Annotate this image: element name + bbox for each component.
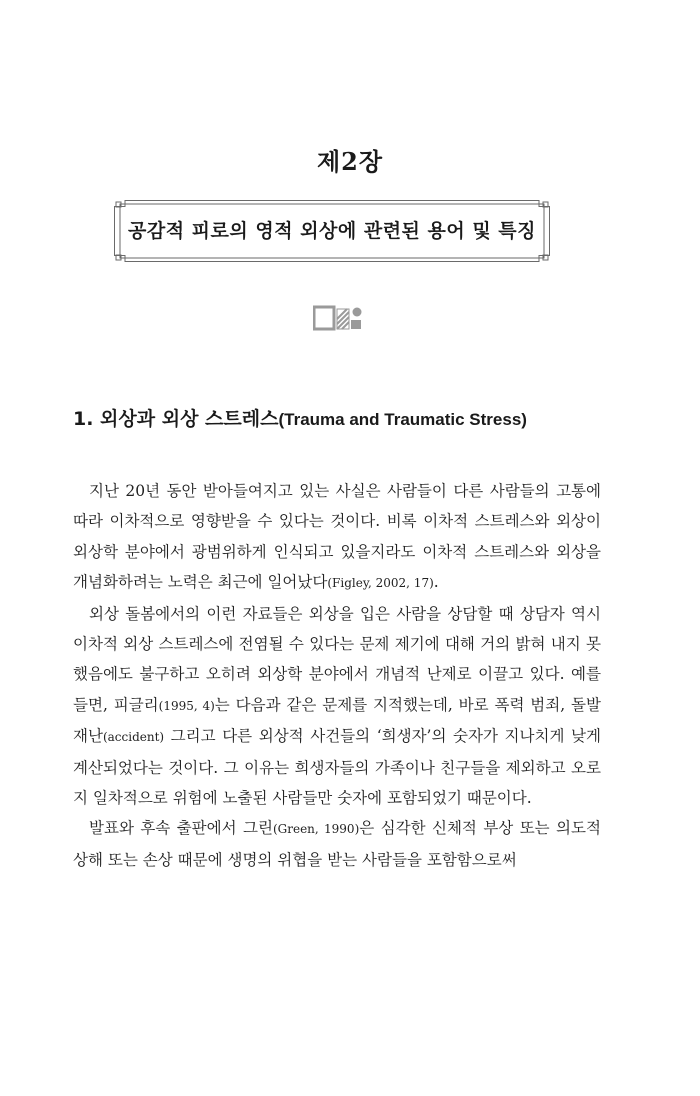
chapter-ornament-icon bbox=[313, 305, 363, 333]
paragraph-3 bbox=[73, 813, 601, 875]
paragraph-2 bbox=[73, 599, 601, 814]
paragraph-text: 발표와 후속 출판에서 그린 bbox=[89, 819, 273, 838]
section-heading-en: (Trauma and Traumatic Stress) bbox=[278, 410, 527, 429]
paragraph-text: 은 심각한 신체적 부상 또는 의도적 상해 또는 손상 때문에 생명의 위협을 받는 사람들을 포함함으로써 bbox=[73, 819, 601, 869]
chapter-title: 공감적 피로의 영적 외상에 관련된 용어 및 특징 bbox=[127, 220, 537, 242]
citation: (Figley, 2002, 17) bbox=[327, 576, 434, 591]
paragraph-text: 외상 돌봄에서의 이런 자료들은 외상을 입은 사람을 상담할 때 상담자 역시 이차적 외상 스트레스에 전염될 수 있다는 문제 제기에 대해 거의 밝혀 내지 못했음에도 불구하고 오히려 외상학 분야에서 개념적 난제로 이끌고 있다. 예를 들면, 피글리 bbox=[73, 604, 601, 714]
paragraph-text: . bbox=[433, 573, 439, 592]
citation: (accident) bbox=[102, 730, 165, 745]
paragraph-1 bbox=[73, 476, 601, 599]
chapter-label: 제2장 bbox=[316, 147, 384, 176]
paragraph-text: 그리고 다른 외상적 사건들의 ‘희생자’의 숫자가 지나치게 낮게 계산되었다는 것이다. 그 이유는 희생자들의 가족이나 친구들을 제외하고 오로지 일차적으로 위험에 노출된 사람들만 숫자에 포함되었기 때문이다. bbox=[73, 727, 601, 808]
body-text bbox=[73, 476, 601, 875]
citation: (1995, 4) bbox=[158, 698, 215, 713]
section-heading bbox=[73, 404, 527, 431]
section-heading-ko: 1. 외상과 외상 스트레스 bbox=[73, 408, 279, 430]
paragraph-text: 지난 20년 동안 받아들여지고 있는 사실은 사람들이 다른 사람들의 고통에 따라 이차적으로 영향받을 수 있다는 것이다. 비록 이차적 스트레스와 외상이 외상학 분야에서 광범위하게 인식되고 있을지라도 이차적 스트레스와 외상을 개념화하려는 노력은 최근에 일어났다 bbox=[73, 482, 601, 592]
chapter-title-frame bbox=[113, 199, 551, 263]
paragraph-text: 는 다음과 같은 문제를 지적했는데, 바로 폭력 범죄, 돌발 재난 bbox=[73, 695, 601, 746]
citation: (Green, 1990) bbox=[272, 822, 360, 837]
